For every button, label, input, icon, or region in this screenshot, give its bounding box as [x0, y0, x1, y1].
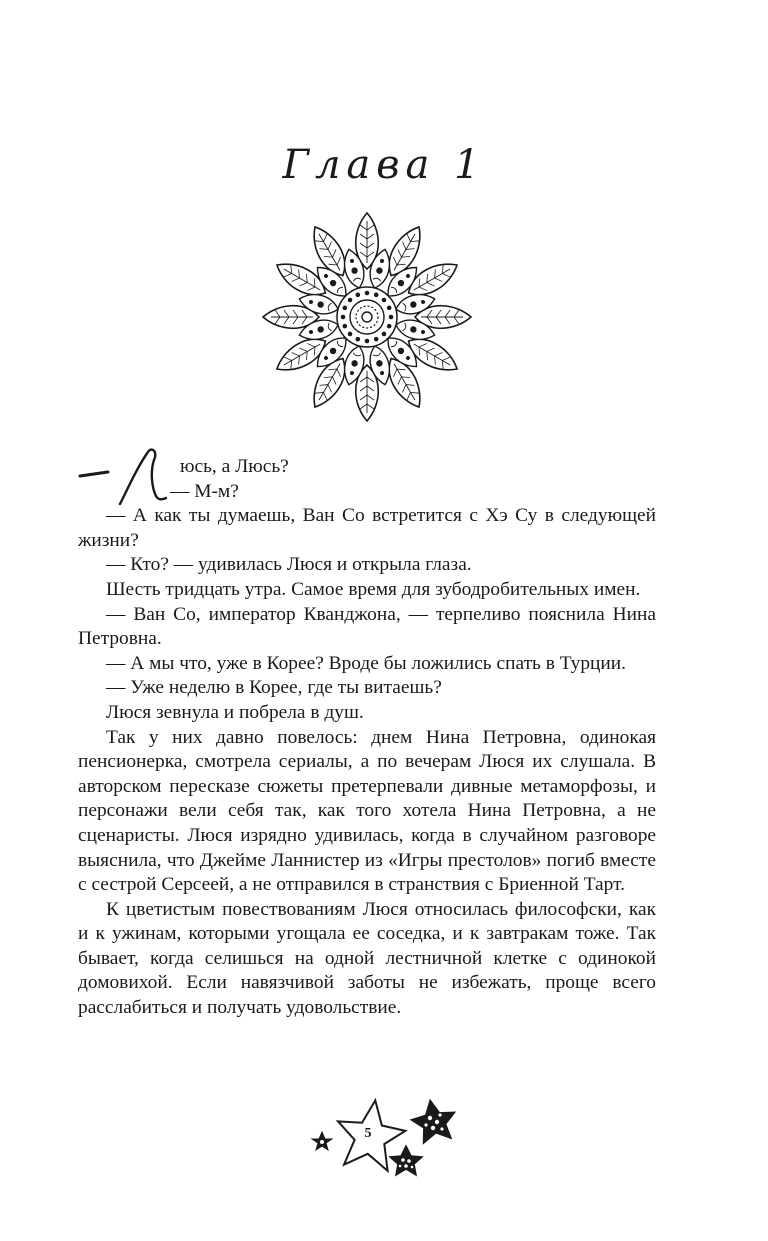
paragraph: К цветистым повествованиям Люся относилась философски, как и к ужинам, которыми угощала ее соседка, и к завтракам тоже. Так бывает, когда селишься на одной лестничной клетке с одинокой домовихой. Если навязчивой заботы не избежать, проще всего расслабиться и получать удовольствие. — [78, 898, 656, 1019]
paragraph: — Уже неделю в Корее, где ты витаешь? — [106, 677, 442, 699]
page-footer — [300, 1098, 470, 1183]
paragraph: Шесть тридцать утра. Самое время для зубодробительных имен. — [106, 578, 641, 600]
chapter-title: Глава 1 — [282, 142, 486, 188]
paragraph: юсь, а Люсь? — [180, 456, 289, 477]
paragraph: — А как ты думаешь, Ван Со встретится с Хэ Су в следующей жизни? — [78, 505, 656, 551]
paragraph: Так у них давно повелось: днем Нина Петровна, одинокая пенсионерка, смотрела сериалы, а по вечерам Люся их слушала. В авторском пересказе сюжеты претерпевали дивные метаморфозы, и персонажи вели себя так, как того хотела Нина Петровна, а не сценаристы. Люся изрядно удивилась, когда в случайном разговоре выяснила, что Джейме Ланнистер из «Игры престолов» погиб вместе с сестрой Серсеей, а не отправился в странствия с Бриенной Тарт. — [78, 726, 656, 896]
paragraph: Люся зевнула и побрела в душ. — [106, 701, 364, 723]
paragraph: — А мы что, уже в Корее? Вроде бы ложились спать в Турции. — [106, 652, 627, 674]
paragraph: — М-м? — [170, 480, 239, 502]
star-cluster-icon — [300, 1098, 470, 1183]
mandala-ornament-icon — [260, 210, 474, 424]
chapter-text — [78, 455, 656, 1021]
paragraph: — Ван Со, император Кванджона, — терпеливо пояснила Нина Петровна. — [78, 603, 656, 650]
page-number: 5 — [364, 1126, 372, 1141]
paragraph: — Кто? — удивилась Люся и открыла глаза. — [106, 554, 472, 576]
